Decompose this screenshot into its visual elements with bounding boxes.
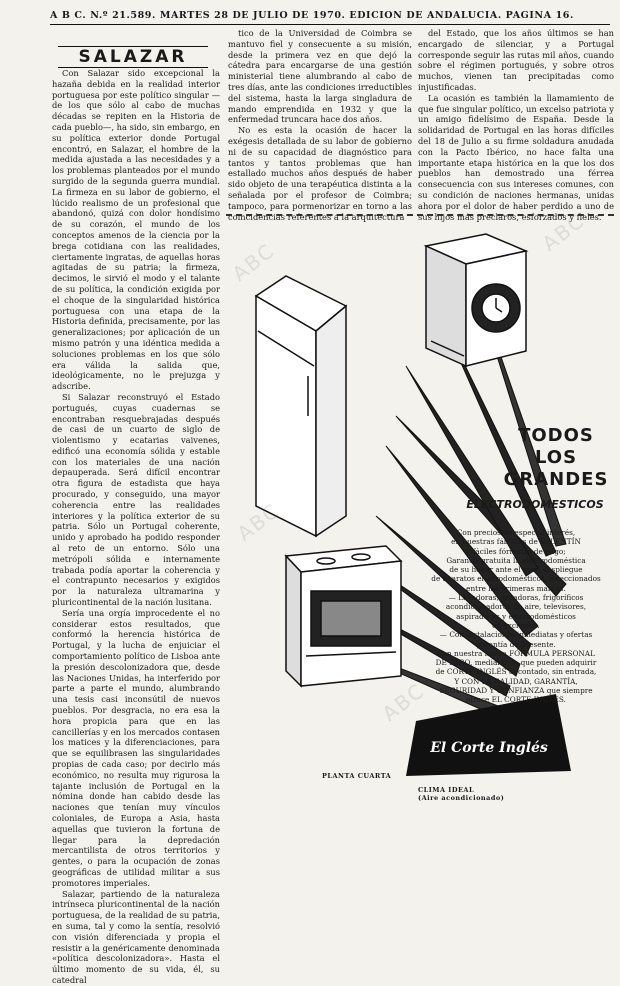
- ad-headline: [496, 425, 616, 491]
- ad-copy-line: entre las primeras marcas.: [466, 583, 566, 593]
- watermark: ABC: [537, 208, 590, 256]
- el-corte-ingles-logo: El Corte Inglés: [430, 740, 548, 756]
- ad-copy-line: aspiradoras y electrodomésticos: [456, 611, 576, 621]
- ad-copy-line: de aparatos electrodomésticos, seleccionados: [431, 574, 601, 584]
- article-paragraph: tico de la Universidad de Coimbra se mantuvo fiel y consecuente a su misión, desde la primera vez en que dejó la cátedra para encargarse de una gestión ministerial tiene alumbrando al cabo de tres días, ante las condiciones irreductibles del sistema, hasta la larga singladura de mando emprendida en 1932 y que la enfermedad truncara hace dos años.: [228, 28, 412, 125]
- ad-headline-line: TODOS LOS: [518, 425, 594, 468]
- article-paragraph: No es esta la ocasión de hacer la exégesis detallada de su labor de gobierno ni de su capacidad de diagnóstico para tantos y tantos problemas que han estallado muchos años después de haber sido objeto de una terapéutica distinta a la señalada por el profesor de Coimbra; tampoco, para pormenorizar en torno a las coincidencias referentes a la arquitectura: [228, 125, 412, 222]
- ad-copy-line: de CORTE INGLÉS al contado, sin entrada,: [435, 667, 597, 677]
- ad-copy-line: — Con instalaciones inmediatas y ofertas: [439, 630, 593, 640]
- masthead: A B C. N.º 21.589. MARTES 28 DE JULIO DE 1970. EDICION DE ANDALUCIA. PAGINA 16.: [50, 10, 610, 25]
- watermark: ABC: [227, 238, 280, 286]
- ad-copy-line: Con nuestra nueva FÓRMULA PERSONAL: [437, 648, 595, 658]
- article-paragraph: La ocasión es también la llamamiento de que fue singular político, un excelso patriota y un amigo fidelísimo de España. Desde la solidaridad de Portugal en las horas difíciles del 18 de Julio a su firme soldadura anudada con la Pacto Ibérico, no hace falta una importante etapa histórica en la que los dos pueblos han demostrado una férrea consecuencia con sus intereses comunes, con su condición de naciones hermanas, unidas ahora por el dolor de haber perdido a uno de sus hijos más preclaros, esforzados y fieles.: [418, 92, 614, 222]
- article-left-column: [52, 68, 220, 986]
- ad-headline-line: GRANDES: [503, 469, 609, 490]
- watermark: ABC: [232, 498, 285, 546]
- article-paragraph: Salazar, partiendo de la naturaleza intrínseca pluricontinental de la nación portuguesa, de la realidad de su patria, en suma, tal y como la sentía, resolvió con visión diferenciada y propia el resistir a la genéricamente denominada «política descolonizadora». Hasta el último momento de su vida, él, su catedral: [52, 888, 220, 985]
- article-right-column: [418, 28, 614, 222]
- article-paragraph: Sería una orgía improcedente el no considerar estos resultados, que conformó la herencia histórica de Portugal, y la lucha de enjuiciar el comportamiento político de Lisboa ante la presión descolonizadora que, desde las Naciones Unidas, ha interferido por parte a parte el mundo, alumbrando una tesis casi inconsútil de nuevos pueblos. Por desgracia, no era esa la hora propicia para que en las cancillerías y en los mercados contasen los matices y la diferenciaciones, para que se equilibrasen las singularidades propias de cada caso; por decirlo más económico, no resulta muy rigurosa la tajante inclusión de Portugal en la nómina donde han cabido desde las naciones que tenían muy vínculos coloniales, de Europa a Asia, hasta aquellas que tuvieron la fortuna de llegar para la depredación mercantilista de otros territorios y gentes, o para la ocupación de zonas geográficas de utilidad militar a sus promotores imperiales.: [52, 607, 220, 888]
- ad-copy-line: Y CON LA CALIDAD, GARANTÍA,: [454, 676, 578, 686]
- climate-caption-line: (Aire acondicionado): [418, 794, 505, 802]
- washing-machine: [426, 234, 526, 366]
- ad-copy-line: acondicionadores de aire, televisores,: [445, 602, 587, 612]
- watermark: ABC: [377, 678, 430, 726]
- ad-copy-line: Con precios de especial interés,: [456, 528, 576, 537]
- ad-copy-line: de su hogar ante el gran despliegue: [449, 565, 583, 575]
- ad-copy-line: — Lavadoras, secadoras, frigoríficos: [448, 593, 584, 603]
- article-paragraph: del Estado, que los años últimos se han encargado de silenciar, y a Portugal corresponde seguir las rutas mil años, cuando sobre el régimen portugués, y sobre otros muchos, vienen tan precipitadas como injustificadas.: [418, 28, 614, 92]
- stove: [286, 546, 401, 686]
- ad-copy-line: en nuestras fábricas de VALENTÍN: [451, 537, 581, 547]
- ad-copy-line: en exclusiva.: [492, 620, 540, 630]
- ad-copy-line: y fáciles fórmulas de pago;: [466, 546, 566, 556]
- article-paragraph: Con Salazar sido excepcional la hazaña debida en la realidad interior portuguesa por este político singular —de los que sólo al cabo de muchas décadas se repiten en la Historia de cada pueblo—, ha sido, sin embargo, en su política exterior donde Portugal encontró, en Salazar, el hombre de la medida ajustada a las necesidades y a los problemas planteados por el mundo surgido de la segunda guerra mundial. La firmeza en su labor de gobierno, el lúcido realismo de un profesional que abandonó, quizá con dolor hondísimo de su corazón, el mundo de los conceptos amenos de la ciencia por la brega cotidiana con las realidades, ciertamente ingratas, de aquellas horas agitadas de su patria; la firmeza, decimos, le sirvió el modo y el talante de su política, la condición exigida por el choque de la singularidad histórica portuguesa con una etapa de la Historia definida, precisamente, por las generalizaciones; por aplicación de un mismo patrón y una idéntica medida a soluciones problemas en los que sólo era válida la salida que, ideológicamente, no le prejuzga y adscribe.: [52, 68, 220, 392]
- climate-caption-line: CLIMA IDEAL: [418, 786, 475, 794]
- article-paragraph: Si Salazar reconstruyó el Estado portugués, cuyas cuadernas se encontraban resquebrajadas después de casi de un cuarto de siglo de violentismo y ecatarias vaivenes, edificó una economía sólida y estable con los materiales de una nación depauperada. Será difícil encontrar otra figura de estadista que haya procurado, y conseguido, una mayor coherencia entre las realidades interiores y la política exterior de su patria. Sólo un Portugal coherente, unido y aprobado ha podido responder al reto de un entorno. Sólo una metrópoli sólida e internamente trabada podía aportar la coherencia y el contrapunto necesarios y exigidos por la naturaleza ultramarina y pluricontinental de la nación lusitana.: [52, 391, 220, 608]
- article-middle-column: [228, 28, 412, 222]
- climate-caption: [418, 786, 504, 802]
- ad-copy-line: garantía de presente.: [476, 639, 556, 649]
- article-title: SALAZAR: [58, 46, 208, 68]
- ad-subheadline: ELECTRODOMESTICOS: [466, 498, 604, 511]
- ad-copy-line: Garantía gratuita la electrodoméstica: [446, 555, 586, 565]
- ad-copy-line: DE PAGO, mediante la que pueden adquirir: [435, 658, 597, 668]
- ad-copy-line: ofrece EL CORTE INGLES.: [466, 695, 566, 705]
- ad-copy-line: SEGURIDAD Y CONFIANZA que siempre: [439, 686, 593, 696]
- stove-caption: PLANTA CUARTA: [322, 772, 392, 780]
- ad-copy: [420, 528, 612, 705]
